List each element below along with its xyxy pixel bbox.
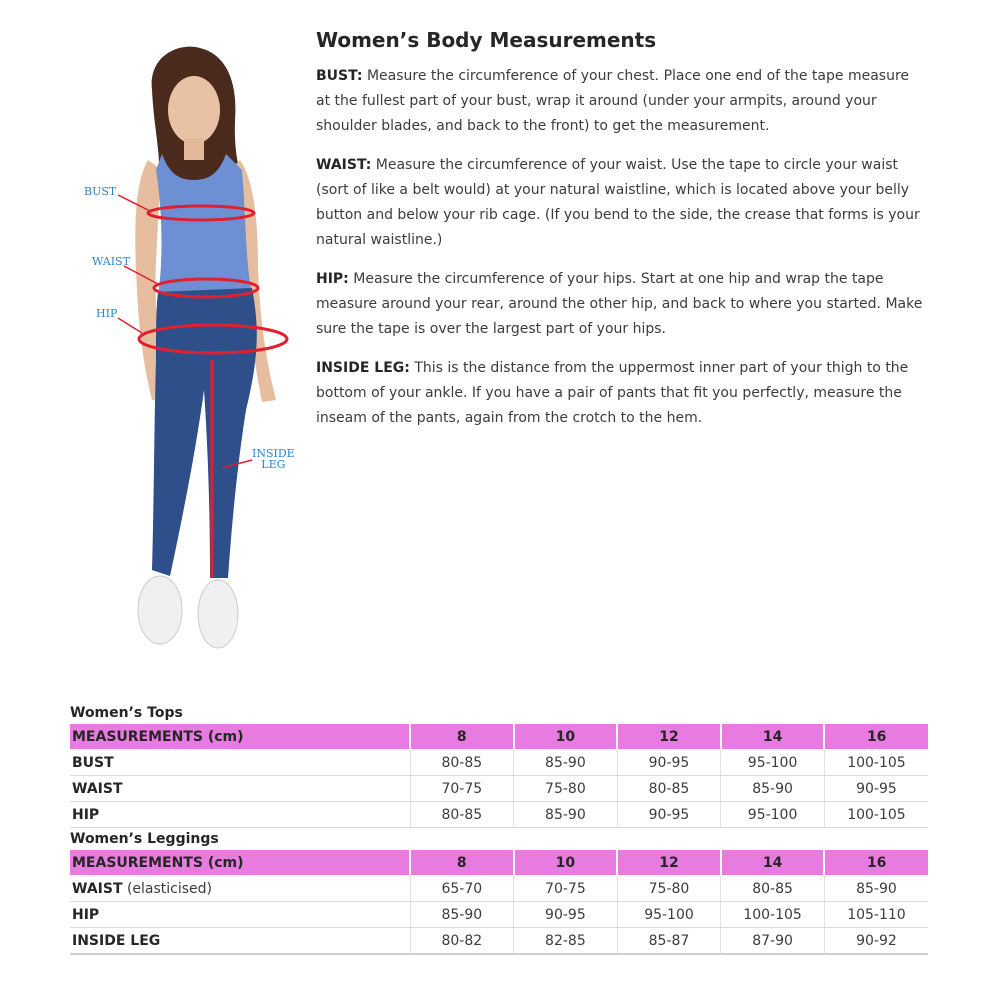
hip-text: Measure the circumference of your hips. Start at one hip and wrap the tape measure around your rear, around the other hip, and back to where you started. Make sure the tape is over the largest part of your hips.: [316, 271, 923, 337]
table-cell: 80-85: [410, 750, 514, 776]
waist-text: Measure the circumference of your waist. Use the tape to circle your waist (sort of like a belt would) at your natural waistline, which is located above your belly button and below your rib cage. (If you bend to the side, the crease that forms is your natural waistline.): [316, 157, 920, 248]
table-cell: 90-95: [617, 750, 721, 776]
table-cell: 80-82: [410, 928, 514, 955]
header-cell: 10: [514, 724, 618, 750]
inside-leg-instructions: [316, 356, 926, 431]
page-title: Women’s Body Measurements: [316, 28, 657, 52]
table-row: [70, 750, 928, 776]
measurement-instructions: [316, 28, 926, 445]
table-row: [70, 802, 928, 828]
waist-instructions: [316, 153, 926, 253]
table-cell: 95-100: [721, 802, 825, 828]
inside-leg-text: This is the distance from the uppermost inner part of your thigh to the bottom of your ankle. If you have a pair of pants that fit you perfectly, measure the inseam of the pants, again from the crotch to the hem.: [316, 360, 909, 426]
hip-figure-label: HIP: [96, 307, 118, 320]
table-cell: 80-85: [410, 802, 514, 828]
table-cell: 100-105: [824, 750, 928, 776]
table-cell: 90-95: [824, 776, 928, 802]
header-cell: MEASUREMENTS (cm): [70, 850, 410, 876]
table-cell: 75-80: [617, 876, 721, 902]
size-tables: [70, 702, 928, 955]
tops-size-table: [70, 724, 928, 828]
table-row: [70, 928, 928, 955]
header-cell: 8: [410, 724, 514, 750]
table-cell: 70-75: [410, 776, 514, 802]
header-cell: 14: [721, 850, 825, 876]
inside-leg-figure-label: [252, 448, 295, 470]
woman-figure-illustration: [70, 30, 310, 670]
table-cell: 65-70: [410, 876, 514, 902]
table-cell: 82-85: [514, 928, 618, 955]
inside-leg-label-line2: LEG: [261, 458, 286, 471]
header-cell: 12: [617, 724, 721, 750]
header-cell: 10: [514, 850, 618, 876]
waist-heading: WAIST:: [316, 157, 372, 173]
bust-heading: BUST:: [316, 68, 363, 84]
table-cell: 85-90: [514, 802, 618, 828]
table-cell: 87-90: [721, 928, 825, 955]
table-cell: 105-110: [824, 902, 928, 928]
table-row: [70, 902, 928, 928]
header-cell: 8: [410, 850, 514, 876]
table-cell: 80-85: [721, 876, 825, 902]
inside-leg-label-line1: INSIDE: [252, 447, 295, 460]
table-cell: 80-85: [617, 776, 721, 802]
waist-figure-label: WAIST: [92, 255, 130, 268]
inside-leg-heading: INSIDE LEG:: [316, 360, 410, 376]
table-cell: 90-92: [824, 928, 928, 955]
row-label: WAIST (elasticised): [70, 876, 410, 902]
row-label-note: (elasticised): [122, 880, 213, 897]
tops-header-row: [70, 724, 928, 750]
row-label: INSIDE LEG: [70, 928, 410, 955]
table-row: [70, 876, 928, 902]
table-cell: 85-90: [410, 902, 514, 928]
header-cell: MEASUREMENTS (cm): [70, 724, 410, 750]
header-cell: 12: [617, 850, 721, 876]
table-cell: 75-80: [514, 776, 618, 802]
bust-figure-label: BUST: [84, 185, 117, 198]
row-label: HIP: [70, 802, 410, 828]
hip-heading: HIP:: [316, 271, 349, 287]
table-cell: 85-90: [721, 776, 825, 802]
row-label: WAIST: [70, 776, 410, 802]
leggings-header-row: [70, 850, 928, 876]
table-cell: 90-95: [617, 802, 721, 828]
bust-text: Measure the circumference of your chest. Place one end of the tape measure at the fullest part of your bust, wrap it around (under your armpits, around your shoulder blades, and back to the front) to get the measurement.: [316, 68, 910, 134]
table-cell: 85-90: [824, 876, 928, 902]
table-cell: 100-105: [721, 902, 825, 928]
hip-instructions: [316, 267, 926, 342]
table-row: [70, 776, 928, 802]
body-figure: [70, 30, 310, 670]
bust-instructions: [316, 64, 926, 139]
header-cell: 14: [721, 724, 825, 750]
header-cell: 16: [824, 724, 928, 750]
row-label: HIP: [70, 902, 410, 928]
table-cell: 90-95: [514, 902, 618, 928]
table-cell: 85-87: [617, 928, 721, 955]
leggings-table-title: Women’s Leggings: [70, 831, 219, 847]
table-cell: 70-75: [514, 876, 618, 902]
table-cell: 85-90: [514, 750, 618, 776]
leggings-size-table: [70, 850, 928, 955]
table-cell: 95-100: [617, 902, 721, 928]
row-label: BUST: [70, 750, 410, 776]
table-cell: 95-100: [721, 750, 825, 776]
table-cell: 100-105: [824, 802, 928, 828]
header-cell: 16: [824, 850, 928, 876]
tops-table-title: Women’s Tops: [70, 705, 183, 721]
